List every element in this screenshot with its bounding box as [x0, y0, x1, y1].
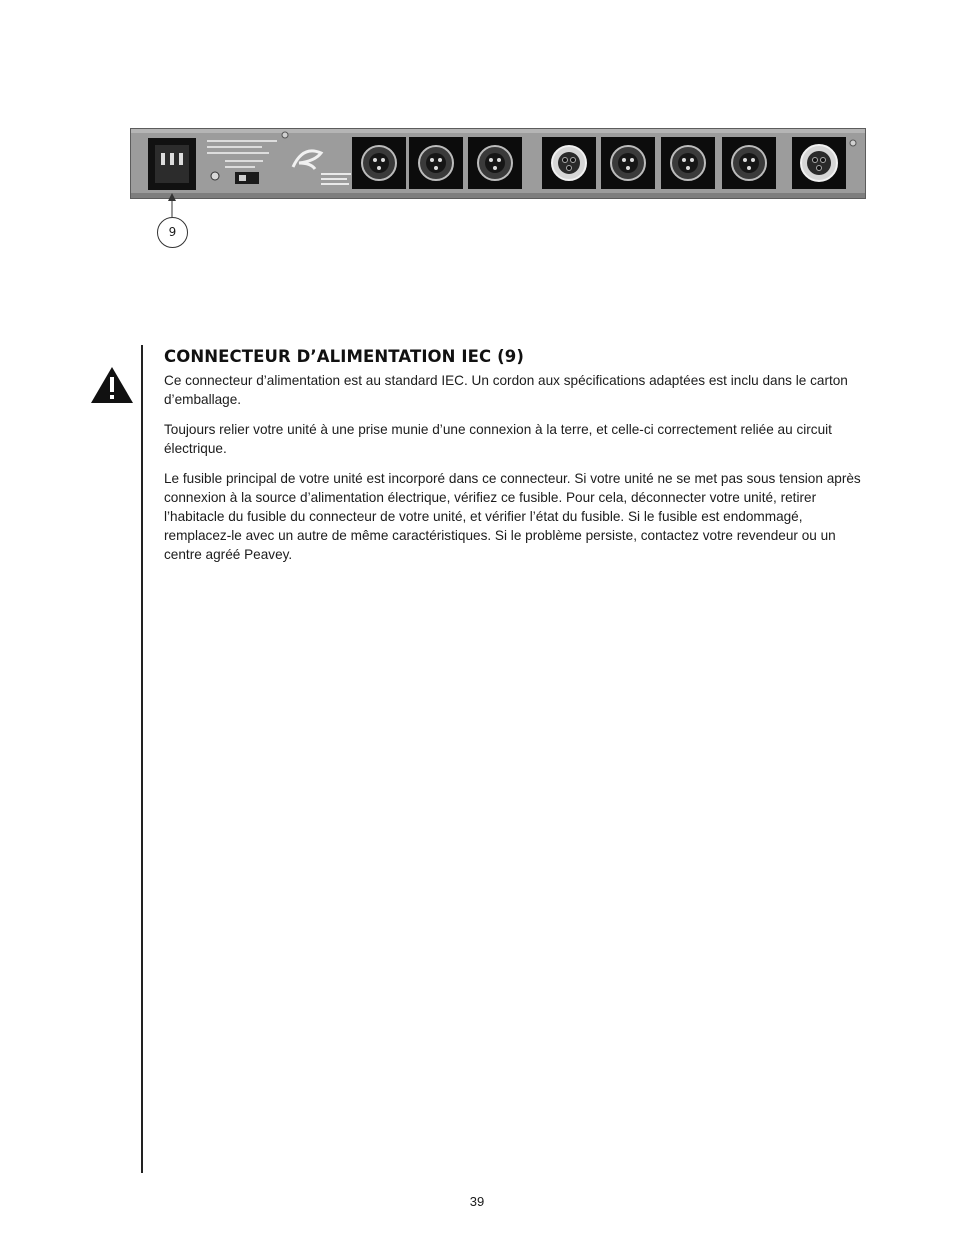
callout-number: 9	[157, 217, 188, 248]
section-heading: CONNECTEUR D’ALIMENTATION IEC (9)	[164, 347, 524, 366]
page-number: 39	[469, 1194, 485, 1209]
iec-power-connector	[148, 138, 196, 190]
paragraph-1: Ce connecteur d’alimentation est au standard IEC. Un cordon aux spécifications adaptées est inclu dans le carton d’emballage.	[164, 373, 848, 407]
paragraph-2: Toujours relier votre unité à une prise munie d’une connexion à la terre, et celle-ci correctement reliée au circuit électrique.	[164, 422, 832, 456]
warning-triangle-icon	[90, 366, 134, 404]
section-content	[164, 347, 864, 575]
rear-panel-image	[130, 128, 866, 199]
margin-rule	[141, 345, 143, 1173]
rear-panel-drawing	[131, 129, 865, 198]
paragraph-3: Le fusible principal de votre unité est incorporé dans ce connecteur. Si votre unité ne se met pas sous tension après connexion à la source d’alimentation électrique, vérifiez ce fusible. Pour cela, déconnecter votre unité, retirer l’habitacle du fusible du connecteur de votre unité, et vérifier l’état du fusible. Si le fusible est endommagé, remplacez-le avec un autre de même caractéristiques. Si le problème persiste, contactez votre revendeur ou un centre agréé Peavey.	[164, 471, 861, 562]
